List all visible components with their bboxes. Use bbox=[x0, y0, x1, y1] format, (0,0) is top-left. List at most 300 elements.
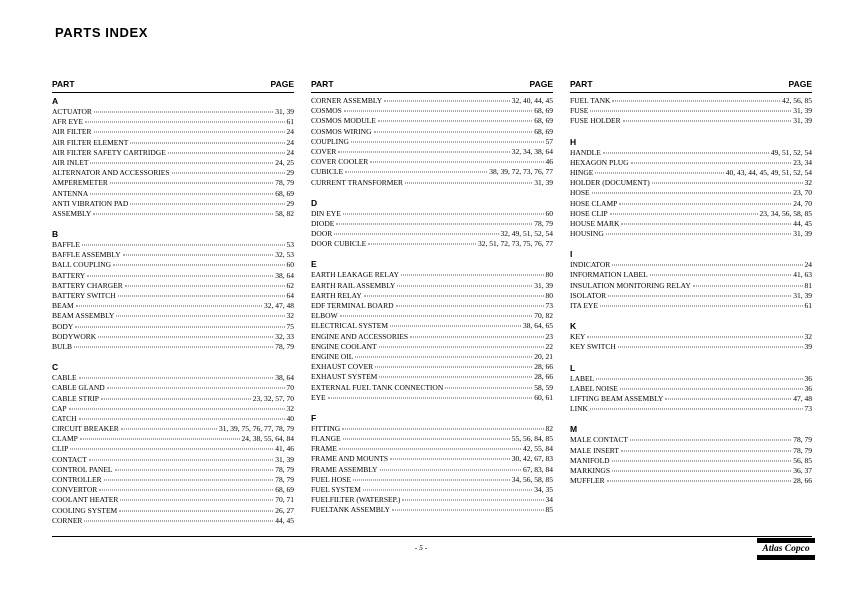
part-name: CABLE bbox=[52, 373, 77, 383]
index-entry bbox=[311, 209, 553, 219]
dot-leader bbox=[410, 336, 543, 337]
part-name: KEY SWITCH bbox=[570, 342, 616, 352]
index-entry bbox=[311, 106, 553, 116]
part-name: CABLE STRIP bbox=[52, 393, 99, 403]
dot-leader bbox=[119, 510, 273, 511]
index-entry bbox=[311, 321, 553, 331]
index-entry bbox=[570, 116, 812, 126]
dot-leader bbox=[115, 469, 274, 470]
section-letter: D bbox=[311, 197, 318, 208]
part-name: HOSE CLIP bbox=[570, 208, 608, 218]
part-name: BATTERY SWITCH bbox=[52, 291, 116, 300]
part-name: ELBOW bbox=[311, 311, 338, 321]
index-entry bbox=[52, 138, 294, 148]
part-name: LINK bbox=[570, 404, 588, 414]
part-pages: 24 bbox=[804, 260, 812, 270]
index-entry bbox=[570, 476, 812, 486]
dot-leader bbox=[368, 244, 476, 245]
part-name: FRAME AND MOUNTS bbox=[311, 454, 389, 464]
index-entry bbox=[311, 167, 553, 177]
index-entry bbox=[570, 394, 812, 404]
part-name: LABEL bbox=[570, 373, 595, 383]
part-pages: 70, 82 bbox=[534, 311, 553, 321]
logo-text: Atlas Copco bbox=[762, 544, 810, 554]
index-section-i bbox=[570, 249, 812, 311]
dot-leader bbox=[600, 306, 803, 307]
part-pages: 38, 64 bbox=[275, 373, 294, 383]
part-name: COVER bbox=[311, 146, 337, 156]
part-name: COOLANT HEATER bbox=[52, 495, 119, 505]
index-entry bbox=[311, 178, 553, 188]
part-name: ENGINE COOLANT bbox=[311, 341, 377, 351]
dot-leader bbox=[342, 428, 543, 429]
part-name: BATTERY CHARGER bbox=[52, 280, 123, 290]
section-letter: M bbox=[570, 424, 578, 435]
part-pages: 67, 83, 84 bbox=[523, 464, 553, 474]
index-entry bbox=[52, 127, 294, 137]
dot-leader bbox=[612, 101, 780, 102]
part-pages: 38, 64 bbox=[275, 270, 294, 280]
part-name: EARTH LEAKAGE RELAY bbox=[311, 270, 400, 280]
index-entry bbox=[52, 475, 294, 485]
part-pages: 78, 79 bbox=[534, 218, 553, 228]
column-header-page: PAGE bbox=[529, 79, 553, 89]
part-pages: 73 bbox=[545, 301, 553, 310]
part-name: EXHAUST COVER bbox=[311, 362, 374, 372]
part-name: FRAME ASSEMBLY bbox=[311, 464, 378, 474]
dot-leader bbox=[587, 337, 802, 338]
part-pages: 22 bbox=[545, 341, 553, 351]
part-pages: 78, 79 bbox=[275, 464, 294, 474]
part-pages: 20, 21 bbox=[534, 351, 553, 361]
part-name: HOSE bbox=[570, 188, 590, 198]
index-entry bbox=[311, 137, 553, 147]
part-pages: 32, 49, 51, 52, 54 bbox=[500, 229, 553, 239]
part-pages: 24 bbox=[286, 147, 294, 157]
column-header-part: PART bbox=[311, 79, 334, 89]
part-pages: 31, 39 bbox=[275, 107, 294, 116]
part-pages: 32 bbox=[286, 403, 294, 413]
dot-leader bbox=[606, 234, 792, 235]
dot-leader bbox=[125, 285, 285, 286]
index-entry bbox=[52, 209, 294, 219]
index-section-a bbox=[52, 96, 294, 219]
part-name: HANDLE bbox=[570, 147, 601, 157]
index-entry bbox=[52, 506, 294, 516]
part-name: FUEL TANK bbox=[570, 96, 611, 105]
part-name: BULB bbox=[52, 341, 73, 351]
dot-leader bbox=[334, 234, 498, 235]
part-name: EYE bbox=[311, 392, 326, 402]
dot-leader bbox=[355, 356, 532, 357]
index-entry bbox=[311, 393, 553, 403]
dot-leader bbox=[612, 265, 802, 266]
part-pages: 23, 34 bbox=[793, 157, 812, 167]
part-name: HINGE bbox=[570, 167, 594, 177]
index-entry bbox=[311, 157, 553, 167]
part-name: CORNER ASSEMBLY bbox=[311, 96, 383, 105]
part-name: MANIFOLD bbox=[570, 455, 610, 465]
part-name: CORNER bbox=[52, 515, 83, 525]
part-pages: 38, 39, 72, 73, 76, 77 bbox=[489, 167, 553, 177]
footer-divider bbox=[52, 536, 812, 537]
part-pages: 60, 61 bbox=[534, 392, 553, 402]
dot-leader bbox=[693, 285, 803, 286]
dot-leader bbox=[120, 500, 273, 501]
index-section-k bbox=[570, 321, 812, 352]
part-name: AIR FILTER ELEMENT bbox=[52, 137, 129, 147]
part-pages: 47, 48 bbox=[793, 393, 812, 403]
part-name: INSULATION MONITORING RELAY bbox=[570, 280, 691, 290]
part-name: HOSE CLAMP bbox=[570, 198, 618, 208]
part-pages: 24, 25 bbox=[275, 157, 294, 167]
part-name: ENGINE AND ACCESSORIES bbox=[311, 331, 409, 341]
dot-leader bbox=[630, 440, 791, 441]
column-header-page: PAGE bbox=[270, 79, 294, 89]
part-name: CONTROL PANEL bbox=[52, 464, 113, 474]
part-name: MUFFLER bbox=[570, 476, 605, 486]
index-entry bbox=[570, 188, 812, 198]
part-pages: 44, 45 bbox=[793, 218, 812, 228]
part-pages: 60 bbox=[545, 208, 553, 218]
part-pages: 70, 71 bbox=[275, 495, 294, 505]
part-name: FITTING bbox=[311, 423, 341, 433]
index-entry bbox=[570, 291, 812, 301]
part-pages: 53 bbox=[286, 240, 294, 250]
part-pages: 44, 45 bbox=[275, 515, 294, 525]
dot-leader bbox=[84, 520, 273, 521]
dot-leader bbox=[595, 172, 723, 173]
index-entry bbox=[311, 301, 553, 311]
index-entry bbox=[52, 322, 294, 332]
index-entry bbox=[52, 434, 294, 444]
part-name: CONTACT bbox=[52, 454, 87, 464]
part-pages: 24 bbox=[286, 127, 294, 137]
dot-leader bbox=[130, 203, 284, 204]
dot-leader bbox=[374, 131, 533, 132]
part-pages: 24, 70 bbox=[793, 198, 812, 208]
part-name: DIN EYE bbox=[311, 208, 341, 218]
part-name: ELECTRICAL SYSTEM bbox=[311, 321, 389, 331]
index-entry bbox=[311, 434, 553, 444]
dot-leader bbox=[618, 347, 803, 348]
dot-leader bbox=[172, 173, 285, 174]
dot-leader bbox=[351, 141, 544, 142]
dot-leader bbox=[85, 122, 284, 123]
index-entry bbox=[311, 362, 553, 372]
part-pages: 49, 51, 52, 54 bbox=[770, 147, 812, 157]
part-pages: 32 bbox=[804, 332, 812, 342]
part-pages: 26, 27 bbox=[275, 505, 294, 515]
part-name: ASSEMBLY bbox=[52, 208, 92, 218]
part-pages: 85 bbox=[545, 505, 553, 515]
index-entry bbox=[311, 311, 553, 321]
dot-leader bbox=[405, 182, 532, 183]
dot-leader bbox=[336, 223, 532, 224]
part-pages: 28, 66 bbox=[793, 476, 812, 486]
part-pages: 28, 66 bbox=[534, 362, 553, 372]
part-name: CLAMP bbox=[52, 434, 78, 444]
dot-leader bbox=[370, 162, 543, 163]
index-column-body bbox=[52, 96, 294, 526]
part-name: CUBICLE bbox=[311, 167, 344, 177]
index-entry bbox=[311, 372, 553, 382]
dot-leader bbox=[118, 296, 285, 297]
part-pages: 31, 39 bbox=[534, 280, 553, 290]
part-name: BODYWORK bbox=[52, 331, 97, 341]
index-entry bbox=[570, 301, 812, 311]
dot-leader bbox=[121, 429, 217, 430]
part-pages: 29 bbox=[286, 198, 294, 208]
dot-leader bbox=[612, 460, 792, 461]
part-pages: 23, 32, 57, 70 bbox=[252, 393, 294, 403]
index-entry bbox=[570, 96, 812, 106]
index-column-3 bbox=[570, 79, 812, 526]
section-letter: I bbox=[570, 249, 573, 260]
part-name: EARTH RAIL ASSEMBLY bbox=[311, 280, 396, 290]
dot-leader bbox=[339, 449, 521, 450]
index-entry bbox=[52, 516, 294, 526]
dot-leader bbox=[340, 316, 533, 317]
dot-leader bbox=[94, 112, 273, 113]
part-name: COOLING SYSTEM bbox=[52, 505, 118, 515]
dot-leader bbox=[76, 306, 262, 307]
index-entry bbox=[52, 455, 294, 465]
dot-leader bbox=[338, 151, 509, 152]
dot-leader bbox=[612, 470, 791, 471]
index-entry bbox=[311, 342, 553, 352]
part-name: ANTENNA bbox=[52, 188, 89, 198]
dot-leader bbox=[93, 213, 273, 214]
dot-leader bbox=[631, 162, 792, 163]
part-pages: 61 bbox=[286, 117, 294, 127]
part-name: MALE CONTACT bbox=[570, 435, 628, 445]
index-column-2 bbox=[311, 79, 553, 526]
dot-leader bbox=[87, 275, 273, 276]
section-letter: B bbox=[52, 229, 59, 240]
index-entry bbox=[570, 435, 812, 445]
index-entry bbox=[570, 466, 812, 476]
part-name: COVER COOLER bbox=[311, 157, 369, 167]
index-entry bbox=[311, 229, 553, 239]
part-pages: 42, 56, 85 bbox=[782, 96, 812, 105]
dot-leader bbox=[621, 223, 791, 224]
part-pages: 34, 56, 58, 85 bbox=[511, 474, 553, 484]
dot-leader bbox=[70, 449, 273, 450]
dot-leader bbox=[123, 255, 274, 256]
part-name: AIR INLET bbox=[52, 157, 89, 167]
index-entry bbox=[52, 250, 294, 260]
index-entry bbox=[52, 199, 294, 209]
part-name: DOOR bbox=[311, 229, 333, 239]
section-letter: L bbox=[570, 362, 576, 373]
part-pages: 34, 35 bbox=[534, 485, 553, 494]
part-pages: 73 bbox=[804, 404, 812, 414]
part-pages: 81 bbox=[804, 280, 812, 290]
part-pages: 39 bbox=[804, 342, 812, 352]
index-entry bbox=[311, 332, 553, 342]
part-name: AMPEREMETER bbox=[52, 178, 108, 188]
index-entry bbox=[570, 404, 812, 414]
column-header-page: PAGE bbox=[788, 79, 812, 89]
dot-leader bbox=[89, 459, 273, 460]
dot-leader bbox=[80, 439, 240, 440]
part-pages: 57 bbox=[545, 136, 553, 146]
dot-leader bbox=[90, 193, 273, 194]
part-pages: 58, 59 bbox=[534, 382, 553, 392]
column-header-part: PART bbox=[52, 79, 75, 89]
index-section-e bbox=[311, 259, 553, 402]
index-entry bbox=[570, 281, 812, 291]
index-entry bbox=[52, 495, 294, 505]
index-entry bbox=[311, 127, 553, 137]
dot-leader bbox=[104, 480, 274, 481]
dot-leader bbox=[384, 101, 510, 102]
section-letter: A bbox=[52, 96, 59, 106]
part-pages: 41, 46 bbox=[275, 444, 294, 454]
index-entry bbox=[570, 219, 812, 229]
index-entry bbox=[52, 404, 294, 414]
index-entry bbox=[52, 148, 294, 158]
part-name: FUSE HOLDER bbox=[570, 116, 621, 126]
part-name: ISOLATOR bbox=[570, 290, 607, 300]
part-pages: 29 bbox=[286, 168, 294, 178]
part-pages: 80 bbox=[545, 270, 553, 280]
index-entry bbox=[52, 189, 294, 199]
dot-leader bbox=[592, 193, 792, 194]
part-name: COSMOS bbox=[311, 106, 342, 116]
index-entry bbox=[52, 107, 294, 117]
part-name: MALE INSERT bbox=[570, 445, 619, 455]
index-entry bbox=[570, 374, 812, 384]
part-name: LIFTING BEAM ASSEMBLY bbox=[570, 393, 664, 403]
index-column-body bbox=[311, 96, 553, 516]
section-letter: E bbox=[311, 259, 317, 270]
dot-leader bbox=[363, 490, 532, 491]
part-pages: 31, 39 bbox=[793, 290, 812, 300]
index-entry bbox=[311, 465, 553, 475]
index-entry bbox=[570, 158, 812, 168]
part-pages: 58, 82 bbox=[275, 208, 294, 218]
part-name: KEY bbox=[570, 332, 586, 342]
index-section-continued bbox=[311, 96, 553, 188]
index-entry bbox=[52, 117, 294, 127]
index-entry bbox=[311, 454, 553, 464]
part-name: CATCH bbox=[52, 413, 77, 423]
index-entry bbox=[52, 240, 294, 250]
part-name: AIR FILTER bbox=[52, 127, 92, 137]
index-column-1 bbox=[52, 79, 294, 526]
dot-leader bbox=[110, 183, 273, 184]
part-pages: 32, 53 bbox=[275, 250, 294, 260]
dot-leader bbox=[79, 378, 274, 379]
part-pages: 61 bbox=[804, 301, 812, 310]
section-letter: H bbox=[570, 136, 577, 147]
column-header bbox=[52, 79, 294, 93]
part-pages: 32, 40, 44, 45 bbox=[511, 96, 553, 105]
dot-leader bbox=[603, 152, 769, 153]
dot-leader bbox=[353, 479, 510, 480]
part-name: HEXAGON PLUG bbox=[570, 157, 629, 167]
atlas-copco-logo bbox=[757, 538, 815, 560]
index-column-body bbox=[570, 96, 812, 486]
part-name: BALL COUPLING bbox=[52, 260, 112, 270]
index-entry bbox=[311, 116, 553, 126]
dot-leader bbox=[620, 388, 803, 389]
index-entry bbox=[311, 147, 553, 157]
dot-leader bbox=[590, 409, 803, 410]
index-entry bbox=[570, 148, 812, 158]
dot-leader bbox=[652, 183, 803, 184]
part-pages: 34 bbox=[545, 495, 553, 505]
dot-leader bbox=[82, 245, 285, 246]
part-pages: 24, 38, 55, 64, 84 bbox=[241, 434, 294, 444]
part-name: HOUSE MARK bbox=[570, 218, 620, 228]
index-entry bbox=[311, 444, 553, 454]
dot-leader bbox=[379, 377, 532, 378]
index-entry bbox=[570, 199, 812, 209]
dot-leader bbox=[390, 326, 521, 327]
index-entry bbox=[52, 168, 294, 178]
dot-leader bbox=[401, 275, 543, 276]
dot-leader bbox=[397, 285, 532, 286]
part-pages: 24 bbox=[286, 137, 294, 147]
part-name: COSMOS WIRING bbox=[311, 126, 372, 136]
part-pages: 68, 69 bbox=[534, 126, 553, 136]
index-entry bbox=[52, 485, 294, 495]
index-entry bbox=[311, 219, 553, 229]
part-pages: 32, 34, 38, 64 bbox=[511, 146, 553, 156]
part-pages: 78, 79 bbox=[793, 435, 812, 445]
column-header bbox=[570, 79, 812, 93]
index-section-c bbox=[52, 362, 294, 526]
dot-leader bbox=[445, 387, 532, 388]
part-pages: 23, 34, 56, 58, 85 bbox=[759, 208, 812, 218]
part-name: FUSE bbox=[570, 106, 589, 116]
part-name: INDICATOR bbox=[570, 260, 611, 270]
index-entry bbox=[570, 178, 812, 188]
dot-leader bbox=[90, 162, 273, 163]
index-entry bbox=[52, 373, 294, 383]
section-letter: K bbox=[570, 321, 577, 332]
dot-leader bbox=[94, 132, 285, 133]
index-entry bbox=[52, 178, 294, 188]
part-pages: 42, 55, 84 bbox=[523, 444, 553, 454]
index-entry bbox=[311, 383, 553, 393]
part-name: COSMOS MODULE bbox=[311, 116, 376, 126]
index-entry bbox=[311, 475, 553, 485]
index-section-continued bbox=[570, 96, 812, 127]
index-entry bbox=[570, 332, 812, 342]
part-pages: 31, 39, 75, 76, 77, 78, 79 bbox=[219, 424, 294, 434]
dot-leader bbox=[402, 500, 543, 501]
part-pages: 31, 39 bbox=[793, 116, 812, 126]
dot-leader bbox=[343, 213, 544, 214]
part-pages: 40, 43, 44, 45, 49, 51, 52, 54 bbox=[725, 167, 812, 177]
part-pages: 32, 33 bbox=[275, 331, 294, 341]
part-name: CAP bbox=[52, 403, 67, 413]
dot-leader bbox=[74, 346, 273, 347]
index-entry bbox=[570, 209, 812, 219]
part-name: LABEL NOISE bbox=[570, 383, 618, 393]
part-pages: 23 bbox=[545, 331, 553, 341]
part-pages: 38, 64, 65 bbox=[523, 321, 553, 331]
index-entry bbox=[52, 158, 294, 168]
dot-leader bbox=[619, 203, 791, 204]
index-section-m bbox=[570, 424, 812, 486]
index-entry bbox=[52, 383, 294, 393]
part-name: FUELFILTER (WATERSEP.) bbox=[311, 495, 401, 505]
